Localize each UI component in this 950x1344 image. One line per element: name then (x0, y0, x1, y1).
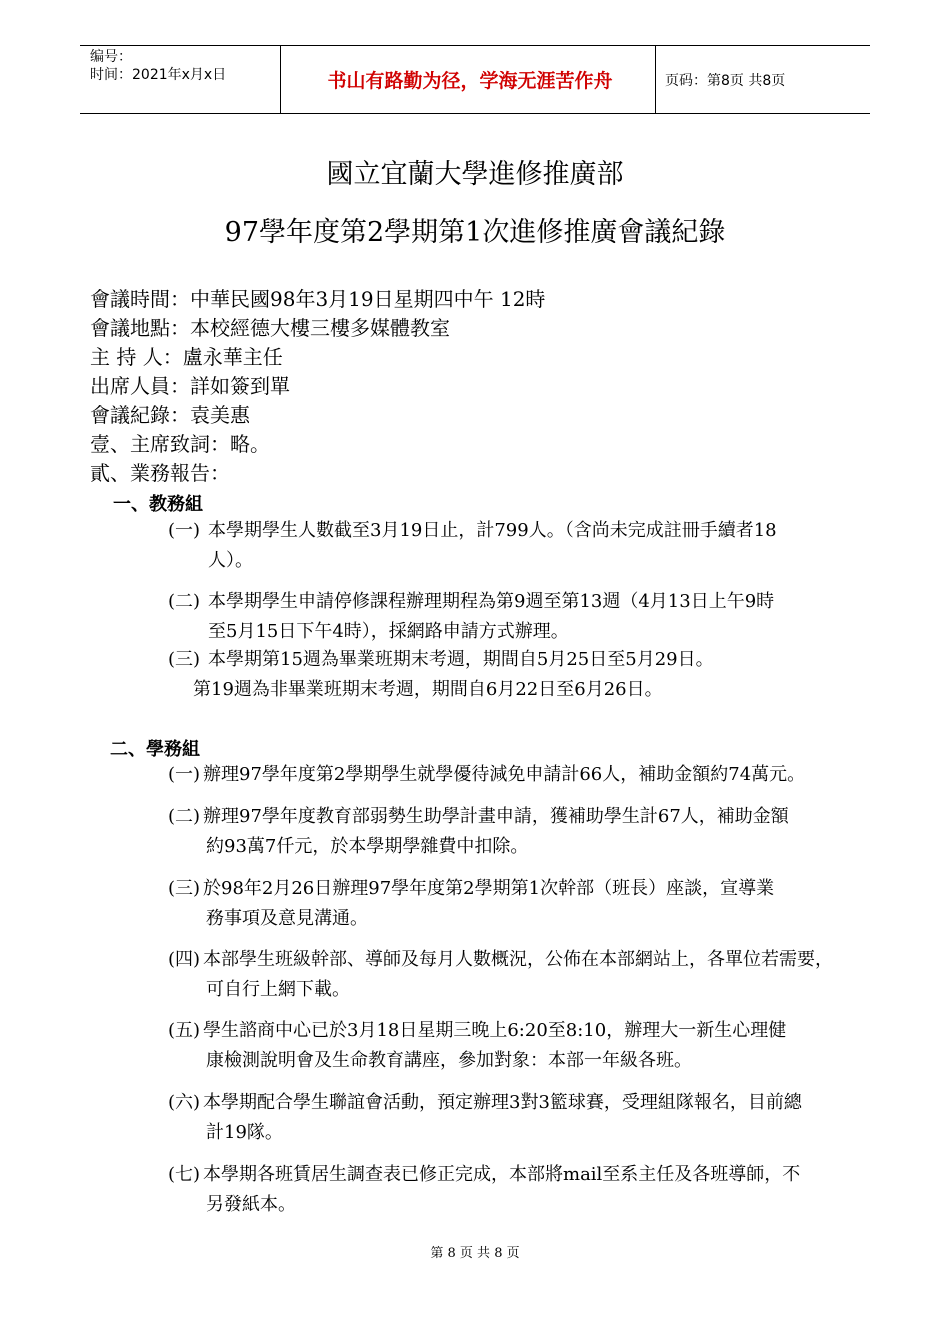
item-number: (一) (168, 764, 201, 785)
item-line: 學生諮商中心已於3月18日星期三晚上6:20至8:10，辦理大一新生心理健 (203, 1020, 787, 1041)
header-divider-left (280, 45, 281, 113)
item-line: 辦理97學年度教育部弱勢生助學計畫申請，獲補助學生計67人，補助金額 (203, 806, 789, 827)
item-line: 可自行上網下載。 (206, 979, 350, 1000)
item-line: 第19週為非畢業班期末考週，期間自6月22日至6月26日。 (193, 679, 663, 700)
item-line: 務事項及意見溝通。 (206, 908, 368, 929)
meeting-recorder: 會議紀錄：袁美惠 (90, 403, 250, 427)
header-divider-right (655, 45, 656, 113)
document-subtitle: 97學年度第2學期第1次進修推廣會議紀錄 (224, 217, 726, 248)
item-line: 本部學生班級幹部、導師及每月人數概況，公佈在本部網站上，各單位若需要， (203, 949, 833, 970)
item-number: (五) (168, 1020, 201, 1041)
item-line: 另發紙本。 (206, 1194, 296, 1215)
header-page-info: 页码：第8页 共8页 (665, 73, 786, 89)
item-number: (一) (168, 520, 201, 541)
student-item (168, 1160, 868, 1220)
meeting-time: 會議時間：中華民國98年3月19日星期四中午 12時 (90, 287, 546, 311)
student-item (168, 945, 868, 1005)
meeting-host: 主 持 人：盧永華主任 (90, 345, 283, 369)
item-line: 康檢測說明會及生命教育講座，參加對象：本部一年級各班。 (206, 1050, 692, 1071)
page-footer: 第 8 页 共 8 页 (430, 1246, 520, 1261)
academic-item (168, 587, 868, 647)
header-left-block (90, 48, 226, 84)
header-top-rule (80, 45, 870, 46)
header-bottom-rule (80, 113, 870, 114)
student-item (168, 874, 868, 934)
item-line: 本學期配合學生聯誼會活動，預定辦理3對3籃球賽，受理組隊報名，目前總 (203, 1092, 802, 1113)
item-number: (四) (168, 949, 201, 970)
item-line: 人）。 (208, 550, 253, 571)
academic-item (168, 516, 868, 576)
student-item (168, 1016, 868, 1076)
item-number: (二) (168, 806, 201, 827)
item-number: (六) (168, 1092, 201, 1113)
student-item (168, 760, 868, 790)
student-heading: 二、學務組 (110, 739, 200, 760)
item-number: (三) (168, 649, 201, 670)
item-line: 計19隊。 (206, 1122, 283, 1143)
student-item (168, 1088, 868, 1148)
serial-label: 编号： (90, 49, 132, 65)
header-motto: 书山有路勤为径，学海无涯苦作舟 (327, 70, 613, 92)
item-number: (二) (168, 591, 201, 612)
item-line: 本學期第15週為畢業班期末考週，期間自5月25日至5月29日。 (208, 649, 714, 670)
item-line: 至5月15日下午4時），採網路申請方式辦理。 (208, 621, 569, 642)
document-title: 國立宜蘭大學進修推廣部 (326, 159, 624, 190)
item-number: (七) (168, 1164, 201, 1185)
item-number: (三) (168, 878, 201, 899)
meeting-place: 會議地點：本校經德大樓三樓多媒體教室 (90, 316, 450, 340)
item-line: 本學期學生申請停修課程辦理期程為第9週至第13週（4月13日上午9時 (208, 591, 775, 612)
meeting-meta (90, 285, 545, 488)
section-chair-remarks: 壹、主席致詞：略。 (90, 432, 270, 456)
student-item (168, 802, 868, 862)
academic-item (168, 645, 868, 705)
item-line: 本學期學生人數截至3月19日止，計799人。（含尚未完成註冊手續者18 (208, 520, 777, 541)
time-label: 时间：2021年x月x日 (90, 67, 227, 83)
item-line: 約93萬7仟元，於本學期學雜費中扣除。 (206, 836, 529, 857)
item-line: 辦理97學年度第2學期學生就學優待減免申請計66人，補助金額約74萬元。 (203, 764, 806, 785)
item-line: 本學期各班賃居生調查表已修正完成，本部將mail至系主任及各班導師，不 (203, 1164, 801, 1185)
academic-heading: 一、教務組 (113, 494, 203, 515)
section-business-report: 貳、業務報告： (90, 461, 230, 485)
item-line: 於98年2月26日辦理97學年度第2學期第1次幹部（班長）座談，宣導業 (203, 878, 775, 899)
meeting-attendees: 出席人員：詳如簽到單 (90, 374, 290, 398)
